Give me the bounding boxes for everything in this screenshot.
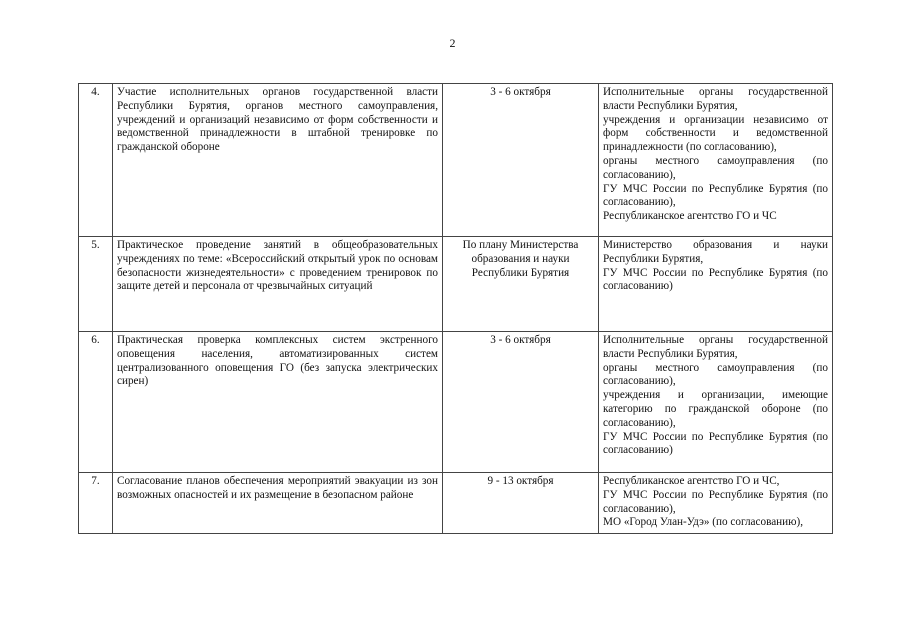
table-row [79, 84, 833, 237]
table-row [79, 332, 833, 473]
responsible-parties [599, 237, 833, 332]
responsible-item: Республиканское агентство ГО и ЧС [603, 210, 777, 223]
row-number: 7. [79, 473, 113, 534]
event-date: По плану Министерства образования и науки Республики Бурятия [443, 237, 599, 332]
row-number: 4. [79, 84, 113, 237]
responsible-item: Республиканское агентство ГО и ЧС, [603, 475, 780, 487]
row-number: 6. [79, 332, 113, 473]
event-description: Участие исполнительных органов государственной власти Республики Бурятия, органов местного самоуправления, учреждений и организаций независимо от форм собственности и ведомственной принадлежности в штабной тренировке по гражданской обороне [113, 84, 443, 237]
page-number: 2 [449, 36, 456, 50]
responsible-item: ГУ МЧС России по Республике Бурятия (по согласованию), [603, 182, 828, 209]
responsible-item: органы местного самоуправления (по согласованию), [603, 154, 828, 181]
table-row [79, 473, 833, 534]
responsible-parties [599, 332, 833, 473]
event-description: Практическое проведение занятий в общеобразовательных учреждениях по теме: «Всероссийский открытый урок по основам безопасности жизнедеятельности» с проведением тренировок по защите детей и персонала от чрезвычайных ситуаций [113, 237, 443, 332]
responsible-parties [599, 84, 833, 237]
event-description: Согласование планов обеспечения мероприятий эвакуации из зон возможных опасностей и их размещение в безопасном районе [113, 473, 443, 534]
responsible-item: МО «Город Улан-Удэ» (по согласованию), [603, 516, 804, 529]
responsible-item: Исполнительные органы государственной власти Республики Бурятия, [603, 334, 828, 360]
table-row [79, 237, 833, 332]
event-date: 3 - 6 октября [443, 84, 599, 237]
responsible-item: Министерство образования и науки Республики Бурятия, [603, 239, 828, 265]
responsible-item: ГУ МЧС России по Республике Бурятия (по согласованию), [603, 488, 828, 515]
event-date: 9 - 13 октября [443, 473, 599, 534]
events-table [78, 83, 833, 534]
event-description: Практическая проверка комплексных систем экстренного оповещения населения, автоматизированных систем централизованного оповещения ГО (без запуска электрических сирен) [113, 332, 443, 473]
responsible-item: учреждения и организации независимо от форм собственности и ведомственной принадлежности (по согласованию), [603, 113, 828, 154]
responsible-item: учреждения и организации, имеющие категорию по гражданской обороне (по согласованию), [603, 389, 828, 429]
responsible-item: ГУ МЧС России по Республике Бурятия (по согласованию) [603, 430, 828, 457]
responsible-item: Исполнительные органы государственной власти Республики Бурятия, [603, 86, 828, 112]
responsible-item: ГУ МЧС России по Республике Бурятия (по согласованию) [603, 266, 828, 293]
event-date: 3 - 6 октября [443, 332, 599, 473]
responsible-item: органы местного самоуправления (по согласованию), [603, 361, 828, 388]
row-number: 5. [79, 237, 113, 332]
responsible-parties [599, 473, 833, 534]
